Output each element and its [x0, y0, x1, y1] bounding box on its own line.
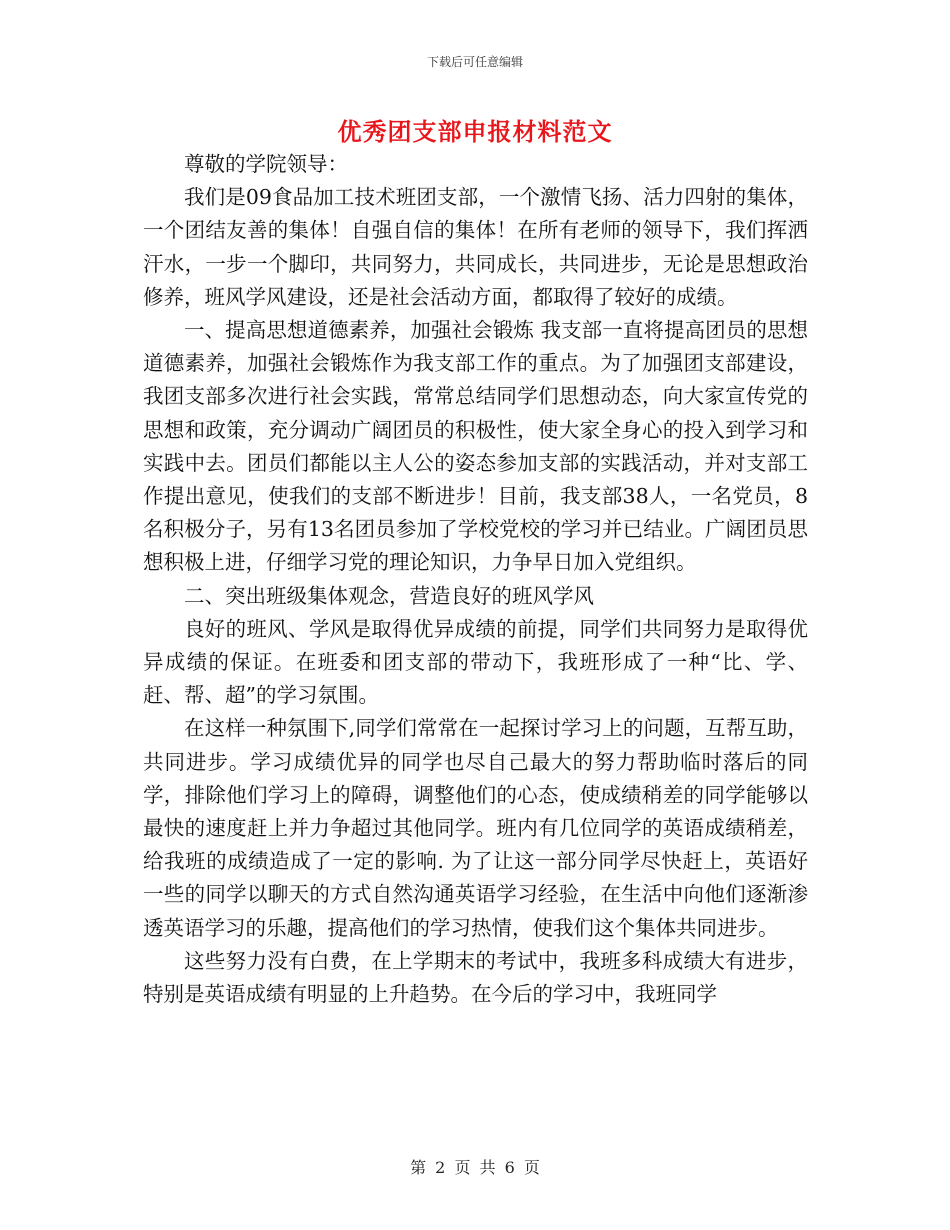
- paragraph-results: 这些努力没有白费，在上学期末的考试中，我班多科成绩大有进步，特别是英语成绩有明显的上升趋势。在今后的学习中，我班同学: [143, 948, 808, 1007]
- paragraph-study-style: 良好的班风、学风是取得优异成绩的前提，同学们共同努力是取得优异成绩的保证。在班委和团支部的带动下，我班形成了一种“比、学、赶、帮、超”的学习氛围。: [143, 616, 808, 708]
- section-heading-2: 二、突出班级集体观念，营造良好的班风学风: [184, 583, 594, 608]
- paragraph-intro: 我们是09食品加工技术班团支部，一个激情飞扬、活力四射的集体，一个团结友善的集体！自强自信的集体！在所有老师的领导下，我们挥洒汗水，一步一个脚印，共同努力，共同成长，共同进步，无论是思想政治修养，班风学风建设，还是社会活动方面，都取得了较好的成绩。: [143, 185, 808, 309]
- page-number: 第 2 页 共 6 页: [410, 1158, 540, 1177]
- header-note: 下载后可任意编辑: [426, 55, 523, 69]
- salutation: 尊敬的学院领导：: [184, 152, 348, 176]
- paragraph-mutual-help: 在这样一种氛围下,同学们常常在一起探讨学习上的问题，互帮互助，共同进步。学习成绩优异的同学也尽自己最大的努力帮助临时落后的同学，排除他们学习上的障碍，调整他们的心态，使成绩稍差的同学能够以最快的速度赶上并力争超过其他同学。班内有几位同学的英语成绩稍差，给我班的成绩造成了一定的影响. 为了让这一部分同学尽快赶上，英语好一些的同学以聊天的方式自然沟通英语学习经验，在生活中向他们逐渐渗透英语学习的乐趣，提高他们的学习热情，使我们这个集体共同进步。: [143, 716, 808, 940]
- paragraph-section-1: 一、提高思想道德素养，加强社会锻炼 我支部一直将提高团员的思想道德素养，加强社会锻炼作为我支部工作的重点。为了加强团支部建设，我团支部多次进行社会实践，常常总结同学们思想动态，向大家宣传党的思想和政策，充分调动广阔团员的积极性，使大家全身心的投入到学习和实践中去。团员们都能以主人公的姿态参加支部的实践活动，并对支部工作提出意见，使我们的支部不断进步！目前，我支部38人，一名党员，8名积极分子，另有13名团员参加了学校党校的学习并已结业。广阔团员思想积极上进，仔细学习党的理论知识，力争早日加入党组织。: [143, 318, 808, 575]
- document-title: 优秀团支部申报材料范文: [337, 117, 613, 146]
- document-body: [143, 148, 808, 1011]
